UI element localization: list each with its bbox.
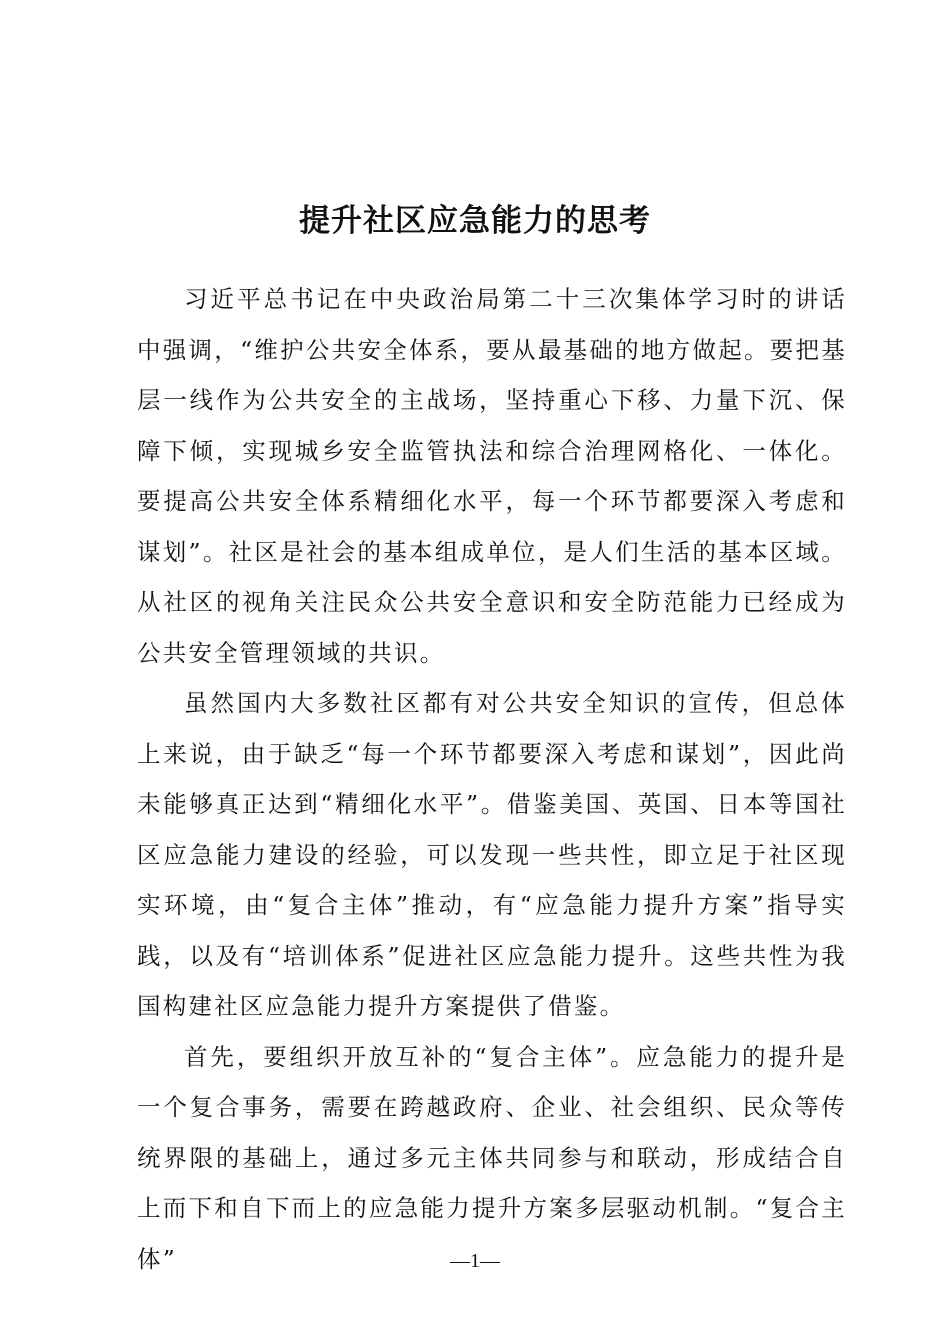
paragraph-2: 虽然国内大多数社区都有对公共安全知识的宣传，但总体上来说，由于缺乏“每一个环节都要深入考虑和谋划”，因此尚未能够真正达到“精细化水平”。借鉴美国、英国、日本等国社区应急能力建设的经验，可以发现一些共性，即立足于社区现实环境，由“复合主体”推动，有“应急能力提升方案”指导实践，以及有“培训体系”促进社区应急能力提升。这些共性为我国构建社区应急能力提升方案提供了借鉴。 [137,689,847,1020]
page-number: —1— [450,1250,500,1272]
document-body [137,274,847,1284]
paragraph-1: 习近平总书记在中央政治局第二十三次集体学习时的讲话中强调，“维护公共安全体系，要从最基础的地方做起。要把基层一线作为公共安全的主战场，坚持重心下移、力量下沉、保障下倾，实现城乡安全监管执法和综合治理网格化、一体化。要提高公共安全体系精细化水平，每一个环节都要深入考虑和谋划”。社区是社会的基本组成单位，是人们生活的基本区域。从社区的视角关注民众公共安全意识和安全防范能力已经成为公共安全管理领域的共识。 [137,285,847,667]
document-title: 提升社区应急能力的思考 [299,202,651,239]
paragraph-3: 首先，要组织开放互补的“复合主体”。应急能力的提升是一个复合事务，需要在跨越政府、企业、社会组织、民众等传统界限的基础上，通过多元主体共同参与和联动，形成结合自上而下和自下而上的应急能力提升方案多层驱动机制。“复合主体” [137,1042,847,1273]
